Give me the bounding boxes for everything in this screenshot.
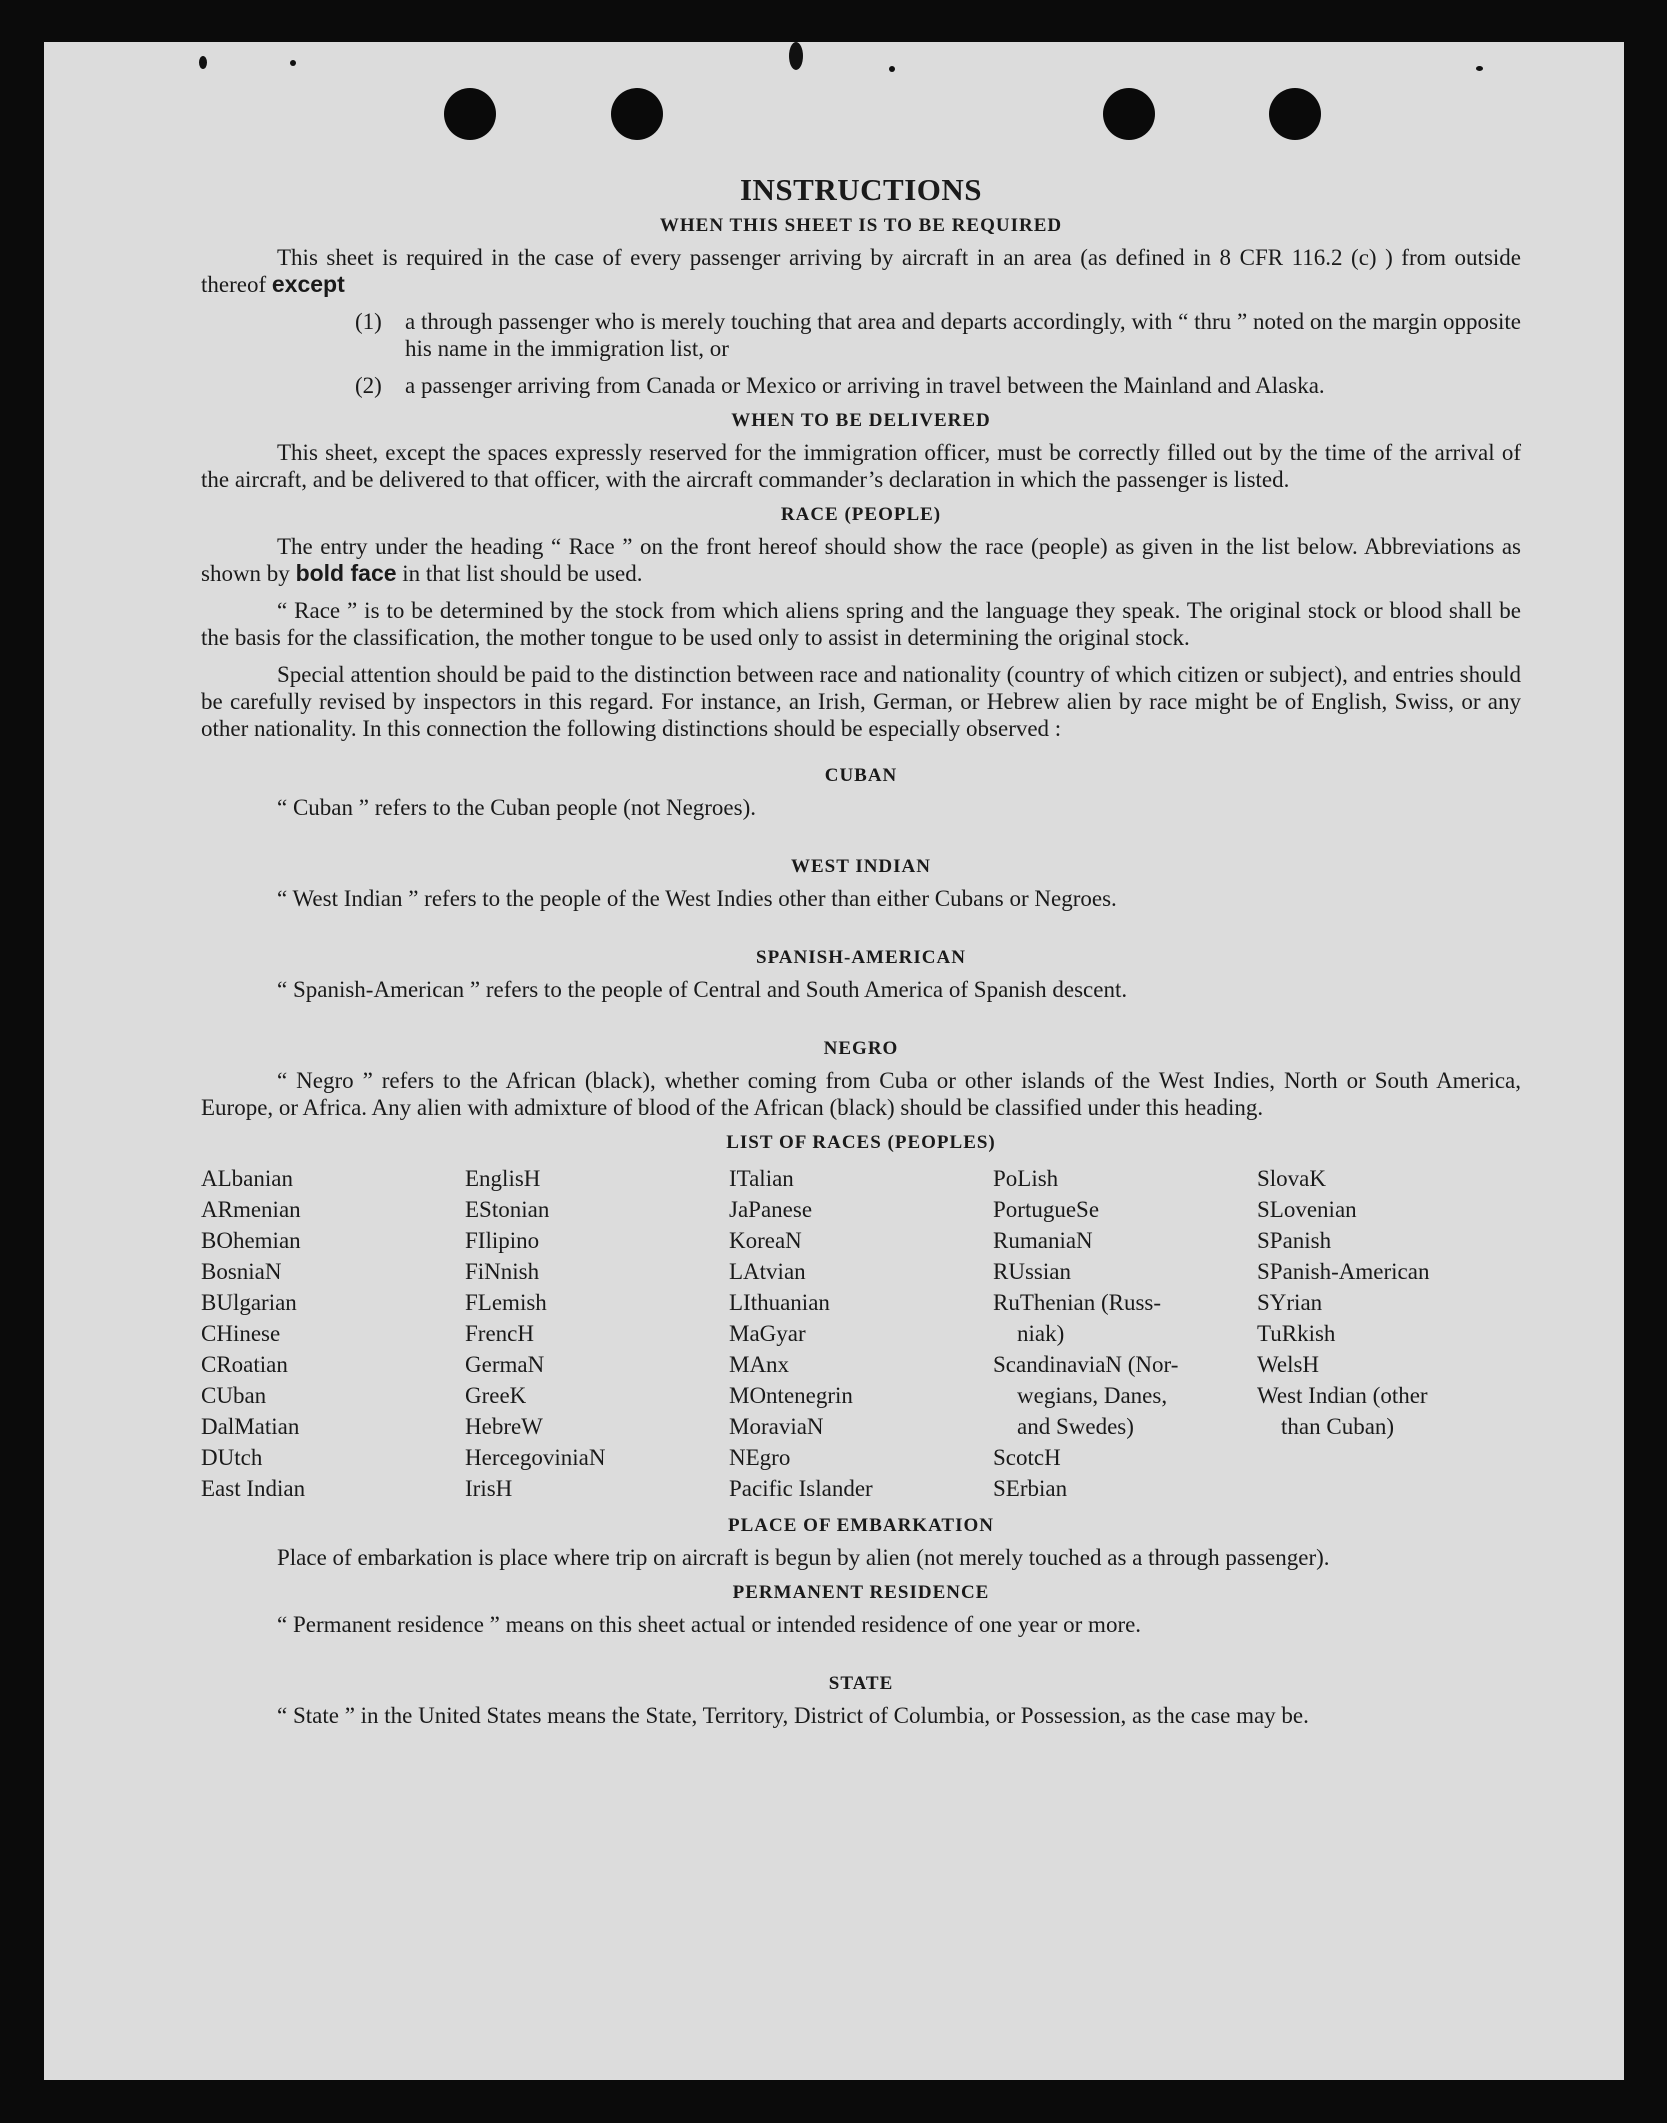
race-item: BUlgarian [201, 1290, 297, 1315]
race-item: SPanish [1257, 1228, 1332, 1253]
list-item [355, 308, 1521, 362]
race-item: ScotcH [993, 1445, 1061, 1470]
negro-text: “ Negro ” refers to the African (black), whether coming from Cuba or other islands of the West Indies, North or South America, Europe, or Africa. Any alien with admixture of blood of the African (black) should be classified under this heading. [201, 1068, 1521, 1120]
races-list [201, 1163, 1521, 1504]
race-item: East Indian [201, 1476, 306, 1501]
punch-hole [1269, 88, 1321, 140]
ink-speck [789, 42, 803, 70]
race-item: SYrian [1257, 1290, 1323, 1315]
race-item: than Cuban) [1281, 1414, 1395, 1439]
race-item: SPanish-American [1257, 1259, 1430, 1284]
when-required-intro-text: This sheet is required in the case of every passenger arriving by aircraft in an area (as defined in 8 CFR 116.2 (c) ) from outside thereof [201, 245, 1521, 297]
race-item: JaPanese [729, 1197, 813, 1222]
cuban-text: “ Cuban ” refers to the Cuban people (not Negroes). [277, 795, 757, 820]
race-item: SLovenian [1257, 1197, 1357, 1222]
race-item: EnglisH [465, 1166, 541, 1191]
heading-race: RACE (PEOPLE) [780, 504, 942, 525]
race-item: ALbanian [201, 1166, 293, 1191]
heading-negro: NEGRO [823, 1038, 899, 1059]
race-item: FiNnish [465, 1259, 540, 1284]
race-item: PoLish [993, 1166, 1059, 1191]
race-item: wegians, Danes, [1017, 1383, 1168, 1408]
ink-speck [1476, 66, 1483, 71]
race-item: West Indian (other [1257, 1383, 1428, 1408]
race-item: HercegoviniaN [465, 1445, 606, 1470]
residence-text: “ Permanent residence ” means on this sheet actual or intended residence of one year or more. [277, 1612, 1142, 1637]
races-column [729, 1163, 993, 1504]
heading-when-required: WHEN THIS SHEET IS TO BE REQUIRED [659, 215, 1063, 236]
ink-speck [290, 60, 296, 66]
ink-speck [889, 66, 895, 72]
race-paragraph-1 [201, 533, 1521, 587]
heading-permanent-residence: PERMANENT RESIDENCE [732, 1582, 990, 1603]
race-p1-bold: bold face [295, 560, 397, 586]
page-title: INSTRUCTIONS [739, 172, 982, 207]
heading-embarkation: PLACE OF EMBARKATION [728, 1515, 994, 1536]
races-column [993, 1163, 1257, 1504]
when-required-intro [201, 244, 1521, 298]
list-item-number: (2) [355, 373, 382, 398]
race-p1-after: in that list should be used. [402, 561, 643, 586]
race-item: MaGyar [729, 1321, 806, 1346]
race-item: ITalian [729, 1166, 794, 1191]
race-item: MOntenegrin [729, 1383, 853, 1408]
race-p1-before: The entry under the heading “ Race ” on the front hereof should show the race (people) as given in the list below. Abbreviations as shown by [201, 534, 1521, 586]
race-item: SErbian [993, 1476, 1068, 1501]
when-delivered-text: This sheet, except the spaces expressly reserved for the immigration officer, must be correctly filled out by the time of the arrival of the aircraft, and be delivered to that officer, with the aircraft commander’s declaration in which the passenger is listed. [201, 440, 1521, 492]
punch-hole [444, 88, 496, 140]
list-item-text: a through passenger who is merely touching that area and departs accordingly, with “ thru ” noted on the margin opposite his name in the immigration list, or [405, 309, 1521, 361]
race-item: DUtch [201, 1445, 263, 1470]
heading-west-indian: WEST INDIAN [791, 856, 931, 877]
punch-hole [1103, 88, 1155, 140]
race-item: IrisH [465, 1476, 513, 1501]
races-column [201, 1163, 465, 1504]
race-item: GermaN [465, 1352, 545, 1377]
race-item: FLemish [465, 1290, 547, 1315]
race-item: LIthuanian [729, 1290, 830, 1315]
race-paragraph-3: Special attention should be paid to the distinction between race and nationality (country of which citizen or subject), and entries should be carefully revised by inspectors in this regard. For instance, an Irish, German, or Hebrew alien by race might be of English, Swiss, or any other nationality. In this connection the following distinctions should be especially observed : [201, 662, 1521, 741]
state-text: “ State ” in the United States means the State, Territory, District of Columbia, or Possession, as the case may be. [277, 1703, 1309, 1728]
race-item: TuRkish [1257, 1321, 1336, 1346]
race-item: CHinese [201, 1321, 281, 1346]
heading-cuban: CUBAN [824, 765, 898, 786]
race-item: SlovaK [1257, 1166, 1326, 1191]
race-item: WelsH [1257, 1352, 1320, 1377]
race-item: BosniaN [201, 1259, 282, 1284]
race-item: BOhemian [201, 1228, 301, 1253]
race-item: EStonian [465, 1197, 550, 1222]
embarkation-text: Place of embarkation is place where trip on aircraft is begun by alien (not merely touched as a through passenger). [277, 1545, 1330, 1570]
race-item: RumaniaN [993, 1228, 1093, 1253]
race-paragraph-2: “ Race ” is to be determined by the stock from which aliens spring and the language they speak. The original stock or blood shall be the basis for the classification, the mother tongue to be used only to assist in determining the original stock. [201, 598, 1521, 650]
race-item: ARmenian [201, 1197, 301, 1222]
race-item: DalMatian [201, 1414, 300, 1439]
race-item: NEgro [729, 1445, 791, 1470]
race-item: LAtvian [729, 1259, 806, 1284]
heading-when-delivered: WHEN TO BE DELIVERED [731, 410, 991, 431]
race-item: CUban [201, 1383, 267, 1408]
race-item: FrencH [465, 1321, 534, 1346]
race-item: PortugueSe [993, 1197, 1100, 1222]
race-item: ScandinaviaN (Nor- [993, 1352, 1179, 1377]
list-item-text: a passenger arriving from Canada or Mexico or arriving in travel between the Mainland and Alaska. [405, 373, 1325, 398]
heading-spanish-american: SPANISH-AMERICAN [756, 947, 966, 968]
heading-list-of-races: LIST OF RACES (PEOPLES) [726, 1132, 996, 1153]
race-item: CRoatian [201, 1352, 288, 1377]
punch-hole [611, 88, 663, 140]
race-item: KoreaN [729, 1228, 802, 1253]
instructions-body [201, 172, 1521, 1729]
race-item: GreeK [465, 1383, 527, 1408]
race-item: FIlipino [465, 1228, 540, 1253]
ink-speck [199, 56, 207, 69]
races-column [465, 1163, 729, 1504]
races-column [1257, 1163, 1521, 1504]
race-item: MAnx [729, 1352, 790, 1377]
race-item: HebreW [465, 1414, 543, 1439]
when-required-intro-bold: except [271, 271, 345, 297]
document-page [44, 42, 1624, 2080]
list-item [355, 372, 1521, 399]
race-item: RuThenian (Russ- [993, 1290, 1162, 1315]
spanish-american-text: “ Spanish-American ” refers to the people of Central and South America of Spanish descent. [277, 977, 1128, 1002]
race-item: niak) [1017, 1321, 1065, 1346]
race-item: Pacific Islander [729, 1476, 873, 1501]
heading-state: STATE [828, 1673, 894, 1694]
race-item: MoraviaN [729, 1414, 824, 1439]
west-indian-text: “ West Indian ” refers to the people of the West Indies other than either Cubans or Negroes. [277, 886, 1117, 911]
list-item-number: (1) [355, 309, 382, 334]
race-item: and Swedes) [1017, 1414, 1134, 1439]
race-item: RUssian [993, 1259, 1071, 1284]
